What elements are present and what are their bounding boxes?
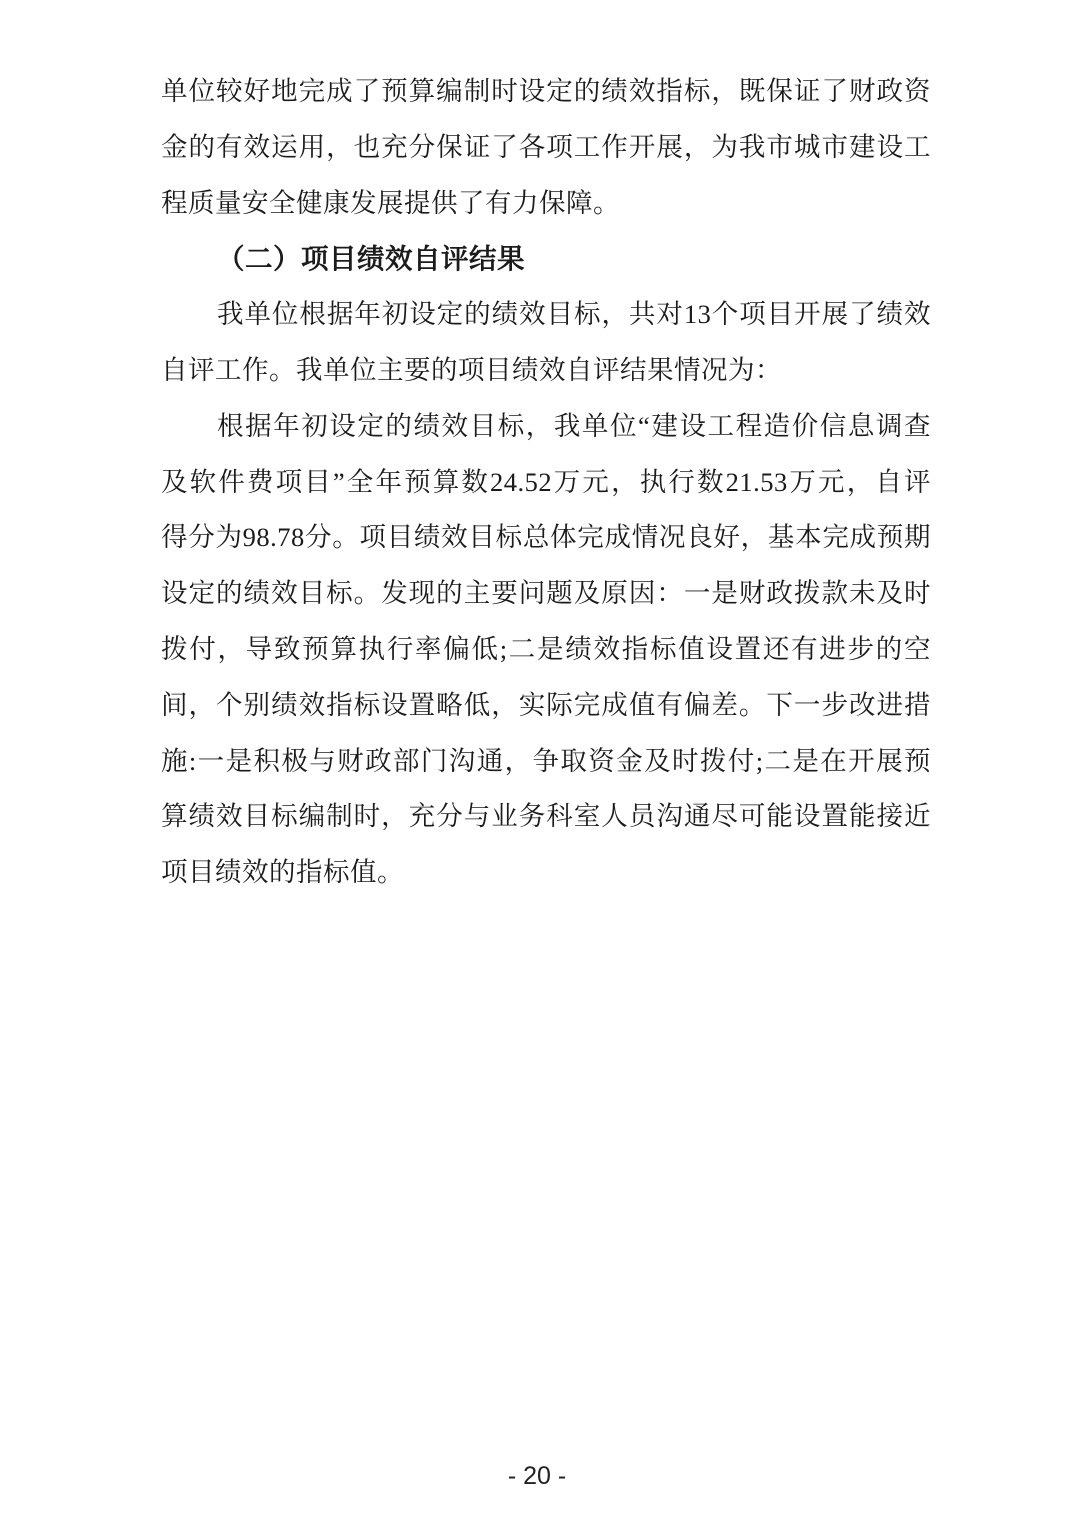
body-line: 自评工作。我单位主要的项目绩效自评结果情况为：	[161, 354, 782, 385]
document-text-block	[161, 64, 931, 901]
body-line: 及软件费项目”全年预算数24.52万元，执行数21.53万元，自评	[161, 466, 931, 497]
body-line: 单位较好地完成了预算编制时设定的绩效指标，既保证了财政资	[161, 76, 931, 106]
section-heading: （二）项目绩效自评结果	[217, 243, 525, 275]
body-line: 项目绩效的指标值。	[161, 857, 404, 888]
body-line: 根据年初设定的绩效目标，我单位“建设工程造价信息调查	[217, 410, 931, 441]
body-line: 我单位根据年初设定的绩效目标，共对13个项目开展了绩效	[217, 299, 931, 330]
paragraph-overview	[161, 287, 931, 399]
paragraph-detail	[161, 399, 931, 901]
body-line: 施:一是积极与财政部门沟通，争取资金及时拨付;二是在开展预	[161, 745, 931, 776]
body-line: 程质量安全健康发展提供了有力保障。	[161, 187, 620, 218]
page-number: - 20 -	[507, 1462, 567, 1490]
body-line: 得分为98.78分。项目绩效目标总体完成情况良好，基本完成预期	[161, 522, 931, 553]
paragraph-continuation	[161, 64, 931, 231]
body-line: 设定的绩效目标。发现的主要问题及原因：一是财政拨款未及时	[161, 578, 931, 609]
body-line: 金的有效运用，也充分保证了各项工作开展，为我市城市建设工	[161, 131, 931, 162]
body-line: 间，个别绩效指标设置略低，实际完成值有偏差。下一步改进措	[161, 689, 931, 720]
body-line: 算绩效目标编制时，充分与业务科室人员沟通尽可能设置能接近	[161, 801, 931, 832]
body-line: 拨付，导致预算执行率偏低;二是绩效指标值设置还有进步的空	[161, 633, 931, 664]
